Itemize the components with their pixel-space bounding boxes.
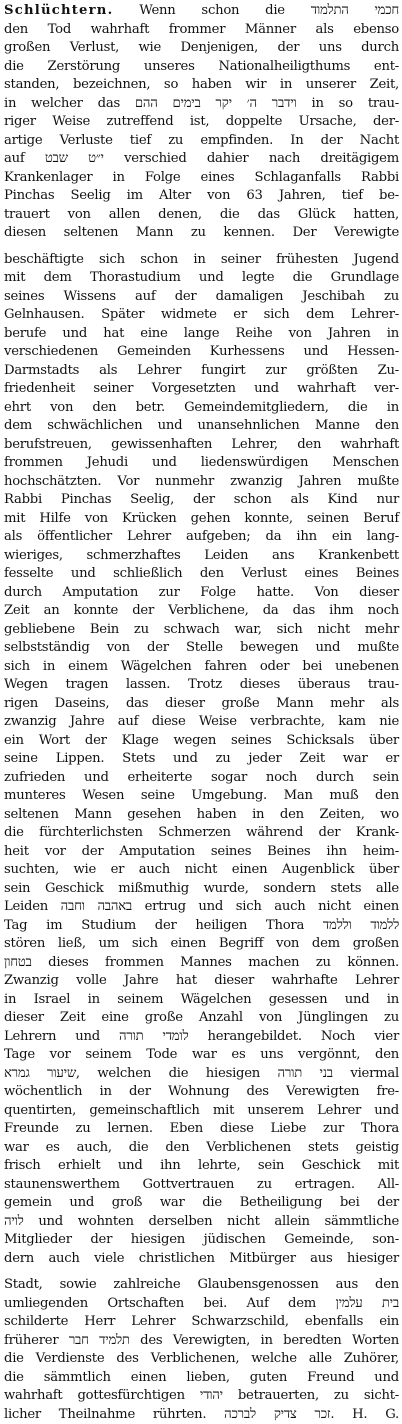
article-line: Tage vor seinem Tode war es uns vergönnt, den <box>4 1046 399 1065</box>
article-line: Leiden באהבה וחבה ertrug und sich auch nicht einen <box>4 898 399 917</box>
article-line: שיעור גמרא, welchen die hiesigen בני תורה viermal <box>4 1065 399 1084</box>
article-line: seines Wissens auf der damaligen Jeschibah zu <box>4 288 399 307</box>
article-line: staunenswerthem Gottvertrauen zu ertragen. All- <box>4 1176 399 1195</box>
article-line: Pinchas Seelig im Alter von 63 Jahren, tief be- <box>4 187 399 206</box>
article-line: in Israel in seinem Wägelchen gesessen und in <box>4 991 399 1010</box>
article-line: Darmstadts als Lehrer fungirt zur größten Zu- <box>4 362 399 381</box>
article-line: beschäftigte sich schon in seiner frühesten Jugend <box>4 251 399 270</box>
article-line: die Zerstörung unseres Nationalheiligthums ent- <box>4 58 399 77</box>
article-heading: Schlüchtern. <box>4 3 113 18</box>
article-line: mit Hilfe von Krücken gehen konnte, seinen Beruf <box>4 510 399 529</box>
article-line: zufrieden und erheiterte sogar noch durch sein <box>4 769 399 788</box>
article-line: Krankenlager in Folge eines Schlaganfalls Rabbi <box>4 169 399 188</box>
article-line: suchten, wie er auch nicht einen Augenblick über <box>4 861 399 880</box>
article-line: Mitglieder der hiesigen jüdischen Gemeinde, son- <box>4 1231 399 1250</box>
article-line: rigen Daseins, das dieser große Mann mehr als <box>4 695 399 714</box>
article-line: sich in einem Wägelchen fahren oder bei unebenen <box>4 658 399 677</box>
article-line: standen, bezeichnen, so haben wir in unserer Zeit, <box>4 76 399 95</box>
article-line: seine Lippen. Stets und zu jeder Zeit war er <box>4 750 399 769</box>
article-line-text: Wenn schon die חכמי התלמוד <box>139 3 399 18</box>
article-line: Zwanzig volle Jahre hat dieser wahrhafte Lehrer <box>4 972 399 991</box>
article-line: umliegenden Ortschaften bei. Auf dem בית עלמין <box>4 1295 399 1314</box>
article-line: durch Amputation zur Folge hatte. Von dieser <box>4 584 399 603</box>
article-line: Gelnhausen. Später widmete er sich dem Lehrer- <box>4 306 399 325</box>
article-line: ein Wort der Klage wegen seines Schicksals über <box>4 732 399 751</box>
article-line: mit dem Thorastudium und legte die Grundlage <box>4 269 399 288</box>
article-line: verschiedenen Gemeinden Kurhessens und Hessen- <box>4 343 399 362</box>
article-line: trauert von allen denen, die das Glück hatten, <box>4 206 399 225</box>
article-line: Rabbi Pinchas Seelig, der schon als Kind nur <box>4 491 399 510</box>
article-line: schilderte Herr Lehrer Schwarzschild, ebenfalls ein <box>4 1313 399 1332</box>
article-paragraph-2 <box>4 251 399 1269</box>
article-line: artige Verluste tief zu empfinden. In der Nacht <box>4 132 399 151</box>
article-line: fesselte und schließlich den Verlust eines Beines <box>4 565 399 584</box>
article-line: berufe und hat eine lange Reihe von Jahren in <box>4 325 399 344</box>
article-line <box>4 2 399 21</box>
article-line: wahrhaft gottesfürchtigen יהודי betrauerten, zu sicht- <box>4 1387 399 1406</box>
article-line: Zeit an konnte der Verblichene, da das ihm noch <box>4 602 399 621</box>
article-line: heit vor der Amputation seines Beines ihn heim- <box>4 843 399 862</box>
article-line: zwanzig Jahre auf diese Weise verbrachte, kam nie <box>4 713 399 732</box>
article-line: quentirten, gemeinschaftlich mit unserem Lehrer und <box>4 1102 399 1121</box>
article-line: dieser Zeit eine große Anzahl von Jünglingen zu <box>4 1009 399 1028</box>
article-line: dem schwächlichen und unansehnlichen Manne den <box>4 417 399 436</box>
article-line: Wegen tragen lassen. Trotz dieses überaus trau- <box>4 676 399 695</box>
article-line: licher Theilnahme rührten. זכר צדיק לברכה. H. G. <box>4 1406 399 1424</box>
article-paragraph-1 <box>4 2 399 243</box>
article-line: Stadt, sowie zahlreiche Glaubensgenossen aus den <box>4 1276 399 1295</box>
article-line: war es auch, die den Verblichenen stets geistig <box>4 1139 399 1158</box>
article-line: sein Geschick mißmuthig wurde, sondern stets alle <box>4 880 399 899</box>
article-line: frommen Jehudi und liedenswürdigen Menschen <box>4 454 399 473</box>
article-line: wieriges, schmerzhaftes Leiden ans Krankenbett <box>4 547 399 566</box>
article-line: in welcher das וידבר ה׳ יקר בימים ההם in so trau- <box>4 95 399 114</box>
article-line: riger Weise zutreffend ist, doppelte Ursache, der- <box>4 113 399 132</box>
article-line: selbstständig von der Stelle bewegen und mußte <box>4 639 399 658</box>
article-line: gebliebene Bein zu schwach war, sich nicht mehr <box>4 621 399 640</box>
article-line: Freunde zu lernen. Eben diese Liebe zur Thora <box>4 1120 399 1139</box>
article-line: berufstreuen, gewissenhaften Lehrer, den wahrhaft <box>4 436 399 455</box>
article-line: Lehrern und לומדי תורה herangebildet. Noch vier <box>4 1028 399 1047</box>
article-paragraph-3 <box>4 1276 399 1424</box>
article-line: hochschätzten. Vor nunmehr zwanzig Jahren mußte <box>4 473 399 492</box>
article-line: seltenen Mann gesehen haben in den Zeiten, wo <box>4 806 399 825</box>
article-line: die sämmtlich einen lieben, guten Freund und <box>4 1369 399 1388</box>
article-line: die fürchterlichsten Schmerzen während der Krank- <box>4 824 399 843</box>
article-line: diesen seltenen Mann zu kennen. Der Verewigte <box>4 224 399 243</box>
article-line: בטחון dieses frommen Mannes machen zu können. <box>4 954 399 973</box>
article-line: früherer תלמיד חבר des Verewigten, in beredten Worten <box>4 1332 399 1351</box>
article-line: als öffentlicher Lehrer aufgeben; da ihn ein lang- <box>4 528 399 547</box>
article-line: gemein und groß war die Betheiligung bei der <box>4 1194 399 1213</box>
article-line: Tag im Studium der heiligen Thora ללמוד וללמד <box>4 917 399 936</box>
article-line: auf י״ט שבט verschied dahier nach dreitägigem <box>4 150 399 169</box>
article-line: den Tod wahrhaft frommer Männer als ebenso <box>4 21 399 40</box>
article-line: לויה und wohnten derselben nicht allein sämmtliche <box>4 1213 399 1232</box>
article-line: munteres Wesen seine Umgebung. Man muß den <box>4 787 399 806</box>
article-line: friedenheit seiner Vorgesetzten und wahrhaft ver- <box>4 380 399 399</box>
article-line: die Verdienste des Verblichenen, welche alle Zuhörer, <box>4 1350 399 1369</box>
article-line: ehrt von den betr. Gemeindemitgliedern, die in <box>4 399 399 418</box>
article-line: frisch erhielt und ihn lehrte, sein Geschick mit <box>4 1157 399 1176</box>
article-line: dern auch viele christlichen Mitbürger aus hiesiger <box>4 1250 399 1269</box>
article-line: großen Verlust, wie Denjenigen, der uns durch <box>4 39 399 58</box>
article-line: wöchentlich in der Wohnung des Verewigten fre- <box>4 1083 399 1102</box>
article-line: stören ließ, um sich einen Begriff von dem großen <box>4 935 399 954</box>
